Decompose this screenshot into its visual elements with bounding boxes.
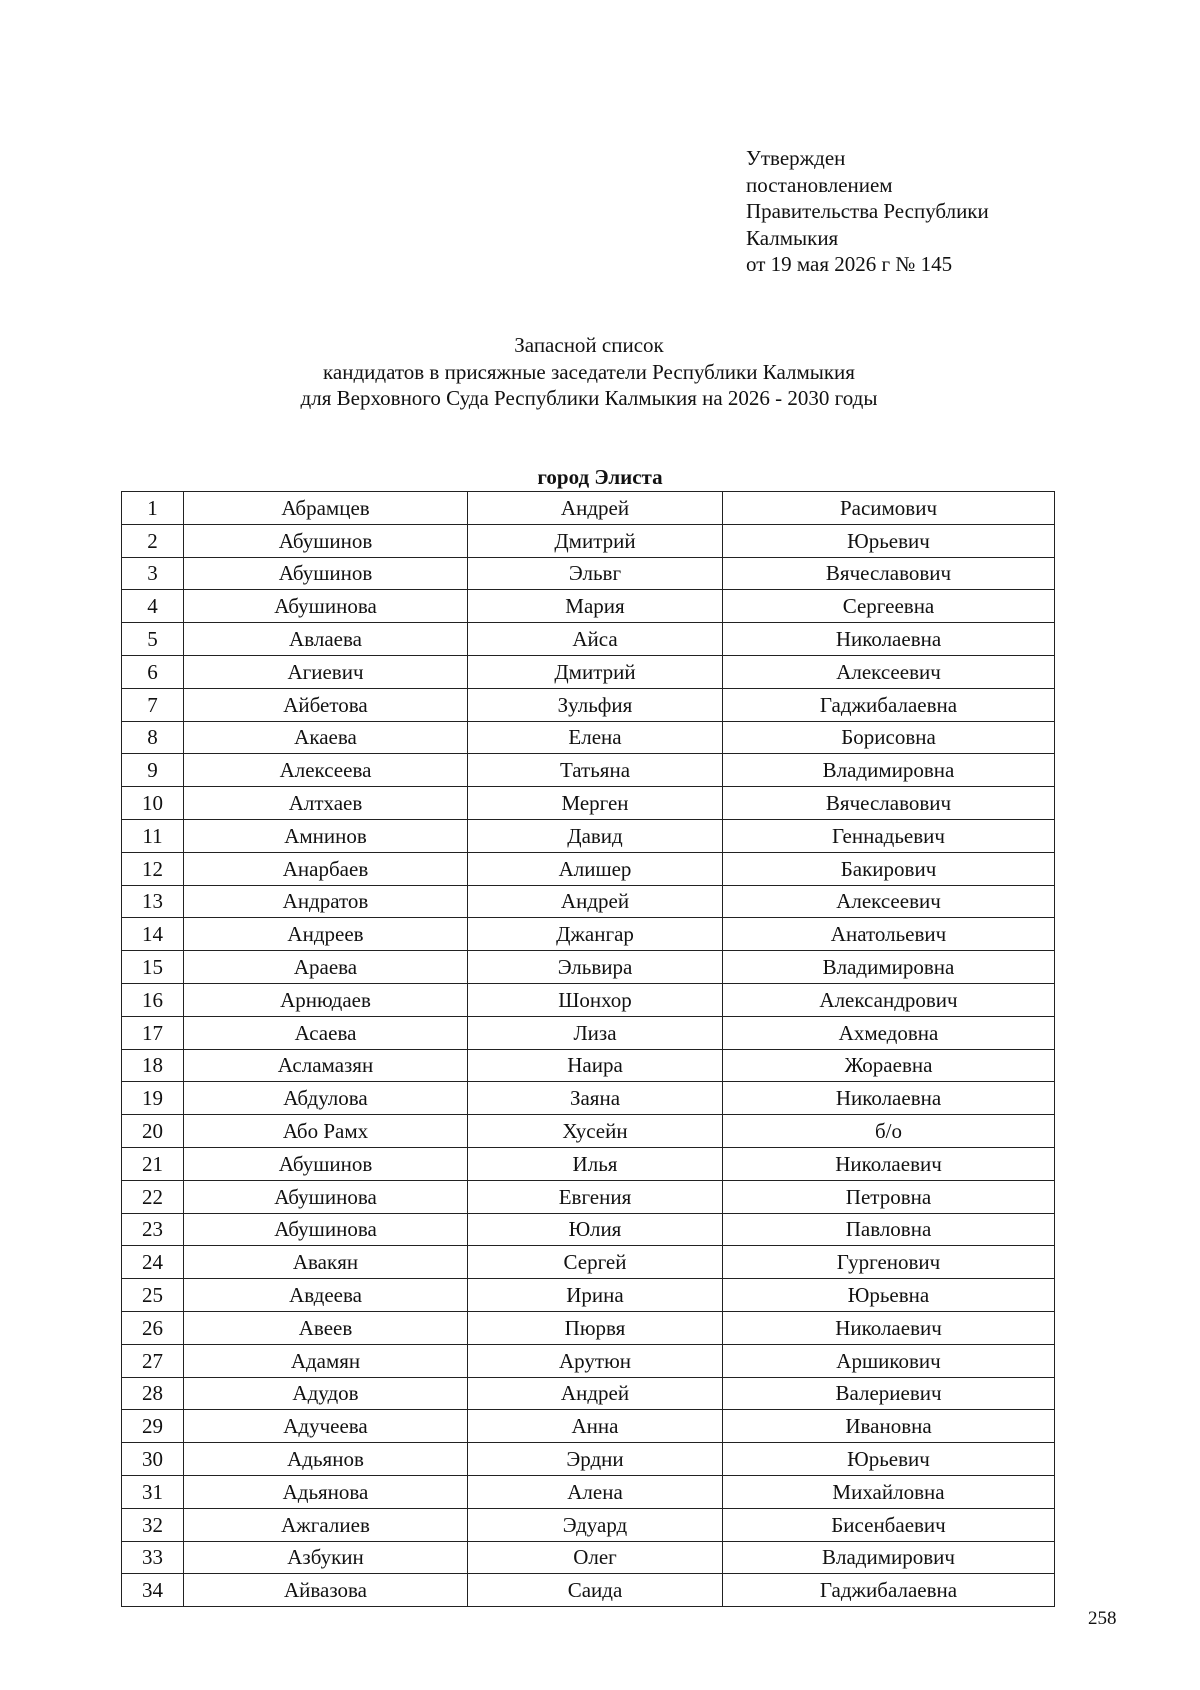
approval-line: Правительства Республики bbox=[746, 199, 989, 223]
patronymic-cell: Ивановна bbox=[723, 1410, 1055, 1443]
patronymic-cell: Юрьевич bbox=[723, 524, 1055, 557]
patronymic-cell: Юрьевич bbox=[723, 1443, 1055, 1476]
patronymic-cell: Михайловна bbox=[723, 1475, 1055, 1508]
row-number-cell: 27 bbox=[122, 1344, 184, 1377]
row-number-cell: 20 bbox=[122, 1115, 184, 1148]
first-name-cell: Татьяна bbox=[468, 754, 723, 787]
patronymic-cell: Владимировна bbox=[723, 951, 1055, 984]
table-row bbox=[122, 1475, 1055, 1508]
row-number-cell: 23 bbox=[122, 1213, 184, 1246]
patronymic-cell: Жораевна bbox=[723, 1049, 1055, 1082]
page-number: 258 bbox=[1088, 1608, 1117, 1629]
surname-cell: Анарбаев bbox=[184, 852, 468, 885]
table-row bbox=[122, 1541, 1055, 1574]
patronymic-cell: Юрьевна bbox=[723, 1279, 1055, 1312]
row-number-cell: 19 bbox=[122, 1082, 184, 1115]
surname-cell: Алексеева bbox=[184, 754, 468, 787]
table-row bbox=[122, 1311, 1055, 1344]
first-name-cell: Пюрвя bbox=[468, 1311, 723, 1344]
patronymic-cell: Николаевна bbox=[723, 1082, 1055, 1115]
row-number-cell: 15 bbox=[122, 951, 184, 984]
first-name-cell: Заяна bbox=[468, 1082, 723, 1115]
row-number-cell: 9 bbox=[122, 754, 184, 787]
first-name-cell: Евгения bbox=[468, 1180, 723, 1213]
first-name-cell: Юлия bbox=[468, 1213, 723, 1246]
row-number-cell: 26 bbox=[122, 1311, 184, 1344]
surname-cell: Авлаева bbox=[184, 623, 468, 656]
patronymic-cell: Гаджибалаевна bbox=[723, 688, 1055, 721]
row-number-cell: 10 bbox=[122, 787, 184, 820]
first-name-cell: Айса bbox=[468, 623, 723, 656]
table-row bbox=[122, 983, 1055, 1016]
surname-cell: Абушинов bbox=[184, 524, 468, 557]
patronymic-cell: Алексеевич bbox=[723, 655, 1055, 688]
patronymic-cell: Петровна bbox=[723, 1180, 1055, 1213]
first-name-cell: Хусейн bbox=[468, 1115, 723, 1148]
row-number-cell: 17 bbox=[122, 1016, 184, 1049]
approval-date-line: от 19 мая 2026 г № 145 bbox=[746, 252, 953, 276]
first-name-cell: Мария bbox=[468, 590, 723, 623]
first-name-cell: Андрей bbox=[468, 492, 723, 525]
patronymic-cell: Гаджибалаевна bbox=[723, 1574, 1055, 1607]
table-row bbox=[122, 1115, 1055, 1148]
row-number-cell: 33 bbox=[122, 1541, 184, 1574]
row-number-cell: 16 bbox=[122, 983, 184, 1016]
candidate-table-body bbox=[122, 492, 1055, 1607]
patronymic-cell: Павловна bbox=[723, 1213, 1055, 1246]
surname-cell: Араева bbox=[184, 951, 468, 984]
first-name-cell: Андрей bbox=[468, 1377, 723, 1410]
patronymic-cell: Николаевна bbox=[723, 623, 1055, 656]
surname-cell: Айбетова bbox=[184, 688, 468, 721]
table-row bbox=[122, 688, 1055, 721]
row-number-cell: 32 bbox=[122, 1508, 184, 1541]
row-number-cell: 25 bbox=[122, 1279, 184, 1312]
patronymic-cell: Алексеевич bbox=[723, 885, 1055, 918]
first-name-cell: Давид bbox=[468, 819, 723, 852]
row-number-cell: 24 bbox=[122, 1246, 184, 1279]
table-row bbox=[122, 1016, 1055, 1049]
surname-cell: Абушинова bbox=[184, 1180, 468, 1213]
row-number-cell: 12 bbox=[122, 852, 184, 885]
row-number-cell: 5 bbox=[122, 623, 184, 656]
table-row bbox=[122, 918, 1055, 951]
surname-cell: Адучеева bbox=[184, 1410, 468, 1443]
table-row bbox=[122, 721, 1055, 754]
table-row bbox=[122, 852, 1055, 885]
row-number-cell: 22 bbox=[122, 1180, 184, 1213]
row-number-cell: 18 bbox=[122, 1049, 184, 1082]
first-name-cell: Шонхор bbox=[468, 983, 723, 1016]
patronymic-cell: Бакирович bbox=[723, 852, 1055, 885]
patronymic-cell: Геннадьевич bbox=[723, 819, 1055, 852]
row-number-cell: 3 bbox=[122, 557, 184, 590]
table-row bbox=[122, 951, 1055, 984]
surname-cell: Агиевич bbox=[184, 655, 468, 688]
approval-line: Утвержден bbox=[746, 146, 846, 170]
patronymic-cell: Сергеевна bbox=[723, 590, 1055, 623]
surname-cell: Алтхаев bbox=[184, 787, 468, 820]
document-title bbox=[0, 332, 1178, 412]
surname-cell: Абдулова bbox=[184, 1082, 468, 1115]
surname-cell: Асламазян bbox=[184, 1049, 468, 1082]
patronymic-cell: Николаевич bbox=[723, 1311, 1055, 1344]
surname-cell: Азбукин bbox=[184, 1541, 468, 1574]
table-row bbox=[122, 492, 1055, 525]
patronymic-cell: Борисовна bbox=[723, 721, 1055, 754]
first-name-cell: Арутюн bbox=[468, 1344, 723, 1377]
patronymic-cell: б/о bbox=[723, 1115, 1055, 1148]
table-row bbox=[122, 655, 1055, 688]
row-number-cell: 6 bbox=[122, 655, 184, 688]
table-row bbox=[122, 1213, 1055, 1246]
approval-line: Калмыкия bbox=[746, 225, 839, 250]
patronymic-cell: Валериевич bbox=[723, 1377, 1055, 1410]
table-row bbox=[122, 1410, 1055, 1443]
first-name-cell: Лиза bbox=[468, 1016, 723, 1049]
patronymic-cell: Владимирович bbox=[723, 1541, 1055, 1574]
first-name-cell: Андрей bbox=[468, 885, 723, 918]
surname-cell: Або Рамх bbox=[184, 1115, 468, 1148]
row-number-cell: 4 bbox=[122, 590, 184, 623]
approval-block bbox=[746, 145, 989, 278]
first-name-cell: Эльвира bbox=[468, 951, 723, 984]
surname-cell: Абушинов bbox=[184, 1147, 468, 1180]
first-name-cell: Илья bbox=[468, 1147, 723, 1180]
surname-cell: Авакян bbox=[184, 1246, 468, 1279]
first-name-cell: Елена bbox=[468, 721, 723, 754]
row-number-cell: 21 bbox=[122, 1147, 184, 1180]
row-number-cell: 14 bbox=[122, 918, 184, 951]
table-row bbox=[122, 1344, 1055, 1377]
surname-cell: Абушинова bbox=[184, 590, 468, 623]
surname-cell: Арнюдаев bbox=[184, 983, 468, 1016]
title-line: для Верховного Суда Республики Калмыкия на 2026 - 2030 годы bbox=[300, 386, 878, 410]
patronymic-cell: Вячеславович bbox=[723, 557, 1055, 590]
table-row bbox=[122, 557, 1055, 590]
table-row bbox=[122, 754, 1055, 787]
table-row bbox=[122, 787, 1055, 820]
row-number-cell: 7 bbox=[122, 688, 184, 721]
surname-cell: Акаева bbox=[184, 721, 468, 754]
table-row bbox=[122, 1508, 1055, 1541]
surname-cell: Айвазова bbox=[184, 1574, 468, 1607]
row-number-cell: 28 bbox=[122, 1377, 184, 1410]
row-number-cell: 8 bbox=[122, 721, 184, 754]
patronymic-cell: Владимировна bbox=[723, 754, 1055, 787]
first-name-cell: Ирина bbox=[468, 1279, 723, 1312]
table-row bbox=[122, 623, 1055, 656]
table-row bbox=[122, 1049, 1055, 1082]
surname-cell: Адудов bbox=[184, 1377, 468, 1410]
first-name-cell: Эдуард bbox=[468, 1508, 723, 1541]
candidate-table bbox=[121, 491, 1055, 1607]
table-row bbox=[122, 1246, 1055, 1279]
patronymic-cell: Бисенбаевич bbox=[723, 1508, 1055, 1541]
approval-line: постановлением bbox=[746, 172, 893, 197]
first-name-cell: Саида bbox=[468, 1574, 723, 1607]
table-row bbox=[122, 1147, 1055, 1180]
row-number-cell: 31 bbox=[122, 1475, 184, 1508]
row-number-cell: 34 bbox=[122, 1574, 184, 1607]
table-row bbox=[122, 1279, 1055, 1312]
patronymic-cell: Аршикович bbox=[723, 1344, 1055, 1377]
row-number-cell: 30 bbox=[122, 1443, 184, 1476]
row-number-cell: 29 bbox=[122, 1410, 184, 1443]
surname-cell: Асаева bbox=[184, 1016, 468, 1049]
section-heading-city: город Элиста bbox=[537, 465, 663, 489]
surname-cell: Абрамцев bbox=[184, 492, 468, 525]
title-line: кандидатов в присяжные заседатели Республики Калмыкия bbox=[323, 359, 855, 384]
row-number-cell: 13 bbox=[122, 885, 184, 918]
table-row bbox=[122, 1377, 1055, 1410]
table-row bbox=[122, 819, 1055, 852]
first-name-cell: Джангар bbox=[468, 918, 723, 951]
surname-cell: Ажгалиев bbox=[184, 1508, 468, 1541]
patronymic-cell: Вячеславович bbox=[723, 787, 1055, 820]
surname-cell: Андреев bbox=[184, 918, 468, 951]
first-name-cell: Олег bbox=[468, 1541, 723, 1574]
table-row bbox=[122, 1082, 1055, 1115]
surname-cell: Амнинов bbox=[184, 819, 468, 852]
table-row bbox=[122, 1180, 1055, 1213]
surname-cell: Абушинова bbox=[184, 1213, 468, 1246]
surname-cell: Абушинов bbox=[184, 557, 468, 590]
first-name-cell: Алишер bbox=[468, 852, 723, 885]
surname-cell: Адьянова bbox=[184, 1475, 468, 1508]
row-number-cell: 2 bbox=[122, 524, 184, 557]
first-name-cell: Сергей bbox=[468, 1246, 723, 1279]
first-name-cell: Дмитрий bbox=[468, 655, 723, 688]
table-row bbox=[122, 590, 1055, 623]
patronymic-cell: Николаевич bbox=[723, 1147, 1055, 1180]
table-row bbox=[122, 1443, 1055, 1476]
patronymic-cell: Александрович bbox=[723, 983, 1055, 1016]
first-name-cell: Дмитрий bbox=[468, 524, 723, 557]
table-row bbox=[122, 885, 1055, 918]
first-name-cell: Зульфия bbox=[468, 688, 723, 721]
surname-cell: Адамян bbox=[184, 1344, 468, 1377]
row-number-cell: 11 bbox=[122, 819, 184, 852]
patronymic-cell: Гургенович bbox=[723, 1246, 1055, 1279]
first-name-cell: Наира bbox=[468, 1049, 723, 1082]
table-row bbox=[122, 1574, 1055, 1607]
first-name-cell: Мерген bbox=[468, 787, 723, 820]
title-line: Запасной список bbox=[514, 333, 664, 357]
patronymic-cell: Ахмедовна bbox=[723, 1016, 1055, 1049]
first-name-cell: Алена bbox=[468, 1475, 723, 1508]
surname-cell: Адьянов bbox=[184, 1443, 468, 1476]
first-name-cell: Эрдни bbox=[468, 1443, 723, 1476]
first-name-cell: Эльвг bbox=[468, 557, 723, 590]
table-row bbox=[122, 524, 1055, 557]
patronymic-cell: Расимович bbox=[723, 492, 1055, 525]
first-name-cell: Анна bbox=[468, 1410, 723, 1443]
row-number-cell: 1 bbox=[122, 492, 184, 525]
surname-cell: Авеев bbox=[184, 1311, 468, 1344]
patronymic-cell: Анатольевич bbox=[723, 918, 1055, 951]
surname-cell: Авдеева bbox=[184, 1279, 468, 1312]
surname-cell: Андратов bbox=[184, 885, 468, 918]
